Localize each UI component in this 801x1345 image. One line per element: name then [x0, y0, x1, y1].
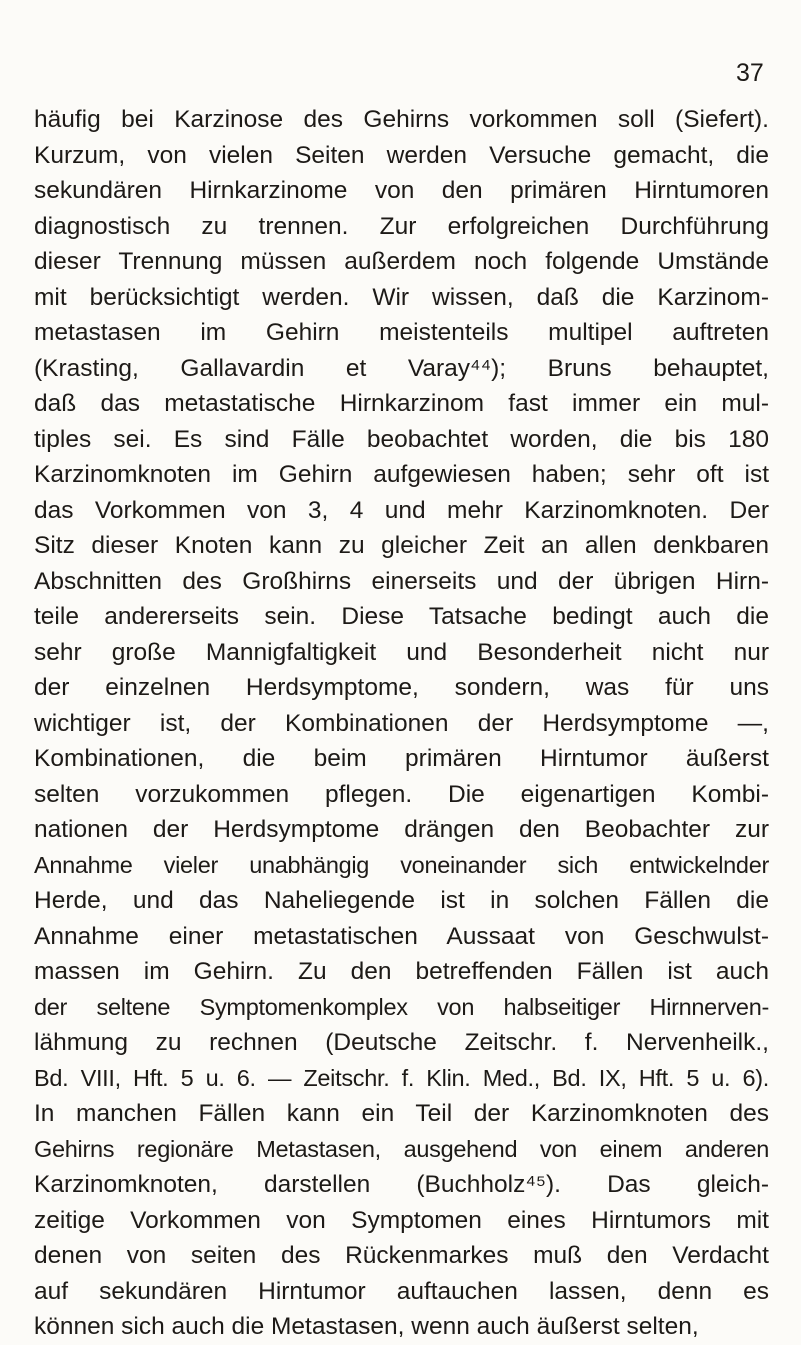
text-line: tiples sei. Es sind Fälle beobachtet worden, die bis 180	[34, 425, 769, 453]
text-line: häufig bei Karzinose des Gehirns vorkommen soll (Siefert).	[34, 106, 769, 133]
text-line: sehr große Mannigfaltigkeit und Besonderheit nicht nur	[34, 638, 769, 666]
text-line: nationen der Herdsymptome drängen den Beobachter zur	[34, 816, 769, 843]
text-line: selten vorzukommen pflegen. Die eigenartigen Kombi-	[34, 780, 769, 808]
text-line: der einzelnen Herdsymptome, sondern, was für uns	[34, 674, 769, 701]
text-line: Sitz dieser Knoten kann zu gleicher Zeit an allen denkbaren	[34, 532, 769, 559]
text-line: massen im Gehirn. Zu den betreffenden Fällen ist auch	[34, 958, 769, 985]
text-line: teile andererseits sein. Diese Tatsache bedingt auch die	[34, 603, 769, 630]
text-line: können sich auch die Metastasen, wenn auch äußerst selten,	[34, 1313, 699, 1340]
text-line: dieser Trennung müssen außerdem noch folgende Umstände	[34, 248, 769, 275]
text-line: (Krasting, Gallavardin et Varay⁴⁴); Bruns behauptet,	[34, 354, 769, 382]
text-line: metastasen im Gehirn meistenteils multipel auftreten	[34, 319, 769, 346]
text-line: Herde, und das Naheliegende ist in solchen Fällen die	[34, 887, 769, 914]
text-line: Karzinomknoten im Gehirn aufgewiesen haben; sehr oft ist	[34, 461, 769, 488]
text-line: lähmung zu rechnen (Deutsche Zeitschr. f. Nervenheilk.,	[34, 1029, 769, 1056]
text-line: Kurzum, von vielen Seiten werden Versuche gemacht, die	[34, 141, 769, 169]
text-line: Annahme vieler unabhängig voneinander sich entwickelnder	[34, 851, 769, 878]
text-line: Kombinationen, die beim primären Hirntumor äußerst	[34, 745, 769, 772]
text-line: denen von seiten des Rückenmarkes muß den Verdacht	[34, 1242, 769, 1269]
page-number: 37	[736, 59, 764, 87]
text-line: daß das metastatische Hirnkarzinom fast immer ein mul-	[34, 390, 769, 417]
text-line: sekundären Hirnkarzinome von den primären Hirntumoren	[34, 177, 769, 204]
text-line: wichtiger ist, der Kombinationen der Herdsymptome —,	[34, 709, 769, 737]
text-line: In manchen Fällen kann ein Teil der Karzinomknoten des	[34, 1100, 769, 1127]
text-line: Annahme einer metastatischen Aussaat von Geschwulst-	[34, 922, 769, 950]
body-text	[34, 102, 769, 1345]
text-line: diagnostisch zu trennen. Zur erfolgreichen Durchführung	[34, 212, 769, 240]
text-line: Bd. VIII, Hft. 5 u. 6. — Zeitschr. f. Klin. Med., Bd. IX, Hft. 5 u. 6).	[34, 1064, 769, 1091]
text-line: Gehirns regionäre Metastasen, ausgehend von einem anderen	[34, 1135, 769, 1162]
text-line: zeitige Vorkommen von Symptomen eines Hirntumors mit	[34, 1206, 769, 1234]
text-line: das Vorkommen von 3, 4 und mehr Karzinomknoten. Der	[34, 496, 769, 524]
text-line: Karzinomknoten, darstellen (Buchholz⁴⁵). Das gleich-	[34, 1171, 769, 1198]
text-line: mit berücksichtigt werden. Wir wissen, daß die Karzinom-	[34, 283, 769, 311]
text-line: auf sekundären Hirntumor auftauchen lassen, denn es	[34, 1277, 769, 1305]
text-line: der seltene Symptomenkomplex von halbseitiger Hirnnerven-	[34, 993, 769, 1020]
text-line: Abschnitten des Großhirns einerseits und der übrigen Hirn-	[34, 567, 769, 595]
